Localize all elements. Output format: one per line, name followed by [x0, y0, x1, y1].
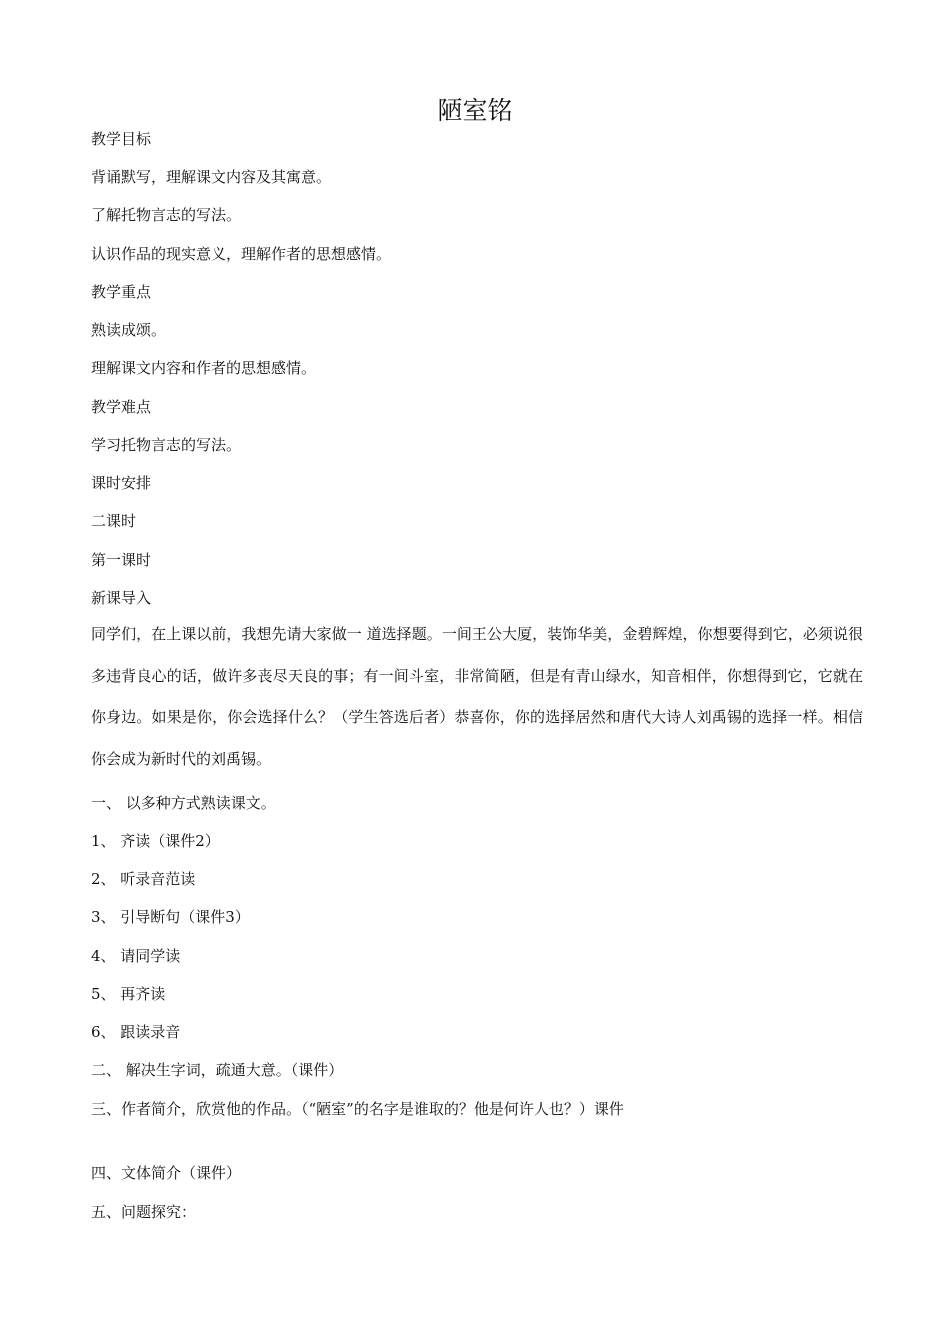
heading-new-lesson-intro: 新课导入 [91, 589, 152, 607]
step-1-sub-6: 6、 跟读录音 [91, 1023, 181, 1041]
step-1-sub-5: 5、 再齐读 [91, 985, 166, 1003]
step-3: 三、作者简介，欣赏他的作品。（“陋室”的名字是谁取的？他是何许人也？）课件 [91, 1100, 624, 1118]
schedule-text: 二课时 [91, 512, 137, 530]
heading-schedule: 课时安排 [91, 474, 152, 492]
step-1-sub-1: 1、 齐读（课件2） [91, 832, 220, 850]
key-point-1: 熟读成颂。 [91, 321, 167, 339]
goal-item-2: 了解托物言志的写法。 [91, 206, 242, 224]
key-point-2: 理解课文内容和作者的思想感情。 [91, 359, 317, 377]
step-1-sub-4: 4、 请同学读 [91, 947, 181, 965]
heading-first-lesson: 第一课时 [91, 551, 152, 569]
step-2: 二、 解决生字词，疏通大意。（课件） [91, 1061, 344, 1079]
step-5: 五、问题探究： [91, 1203, 197, 1221]
heading-teaching-goals: 教学目标 [91, 130, 152, 148]
step-4: 四、文体简介（课件） [91, 1164, 242, 1182]
step-1-sub-3: 3、 引导断句（课件3） [91, 908, 250, 926]
heading-difficult-points: 教学难点 [91, 398, 152, 416]
page-title: 陋室铭 [437, 96, 513, 125]
intro-paragraph: 同学们，在上课以前，我想先请大家做一 道选择题。一间王公大厦，装饰华美，金碧辉煌，你想要得到它，必须说很多违背良心的话，做许多丧尽天良的事；有一间斗室，非常简陋，但是有青山绿水，知音相伴，你想得到它，它就在你身边。如果是你，你会选择什么？（学生答选后者）恭喜你，你的选择居然和唐代大诗人刘禹锡的选择一样。相信你会成为新时代的刘禹锡。 [91, 625, 863, 768]
goal-item-1: 背诵默写，理解课文内容及其寓意。 [91, 168, 332, 186]
difficult-point-1: 学习托物言志的写法。 [91, 436, 242, 454]
heading-key-points: 教学重点 [91, 283, 152, 301]
step-1: 一、 以多种方式熟读课文。 [91, 794, 276, 812]
step-1-sub-2: 2、 听录音范读 [91, 870, 196, 888]
goal-item-3: 认识作品的现实意义，理解作者的思想感情。 [91, 245, 392, 263]
